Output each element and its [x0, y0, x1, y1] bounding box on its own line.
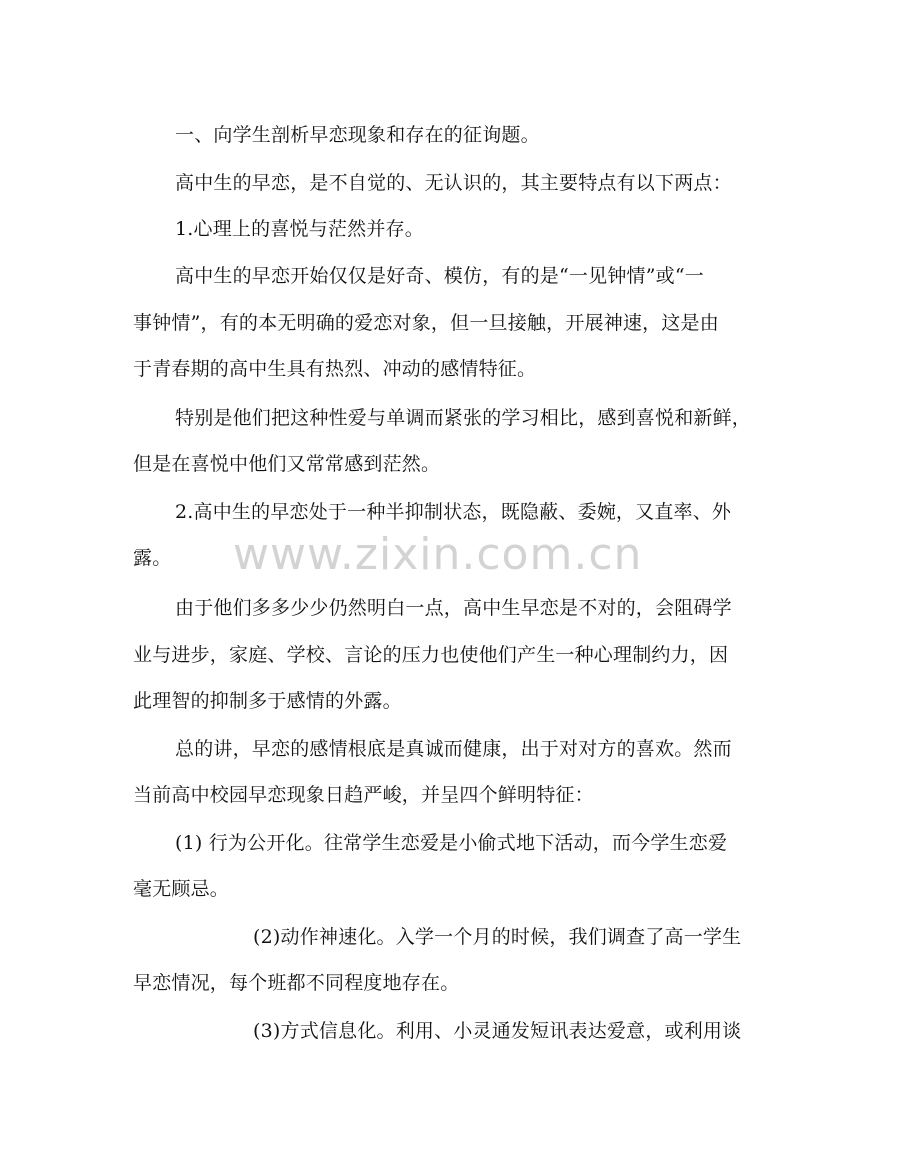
paragraph-line: 当前高中校园早恋现象日趋严峻，并呈四个鲜明特征： — [133, 784, 594, 806]
paragraph-line: 高中生的早恋开始仅仅是好奇、模仿，有的是“一见钟情”或“一 — [175, 265, 704, 287]
paragraph-line: 事钟情”，有的本无明确的爱恋对象，但一旦接触，开展神速，这是由 — [133, 312, 719, 334]
paragraph-line: 但是在喜悦中他们又常常感到茫然。 — [133, 453, 441, 475]
paragraph-line: 总的讲，早恋的感情根底是真诚而健康，出于对对方的喜欢。然而 — [175, 738, 732, 760]
paragraph-line: 此理智的抑制多于感情的外露。 — [133, 690, 402, 712]
paragraph-line: (2)动作神速化。入学一个月的时候，我们调查了高一学生 — [253, 926, 742, 948]
paragraph-line: (3)方式信息化。利用、小灵通发短讯表达爱意，或利用谈 — [253, 1020, 742, 1042]
paragraph-line: 早恋情况，每个班都不同程度地存在。 — [133, 972, 460, 994]
paragraph-line: 毫无顾忌。 — [133, 878, 230, 900]
paragraph-line: (1) 行为公开化。往常学生恋爱是小偷式地下活动，而今学生恋爱 — [175, 832, 728, 854]
paragraph-line: 1.心理上的喜悦与茫然并存。 — [175, 218, 424, 240]
paragraph-line: 高中生的早恋，是不自觉的、无认识的，其主要特点有以下两点： — [175, 172, 732, 194]
paragraph-line: 特别是他们把这种性爱与单调而紧张的学习相比，感到喜悦和新鲜， — [175, 407, 752, 429]
paragraph-line: 业与进步，家庭、学校、言论的压力也使他们产生一种心理制约力，因 — [133, 644, 729, 666]
watermark-text: www.zixin.com.cn — [233, 529, 643, 580]
paragraph-line: 2.高中生的早恋处于一种半抑制状态，既隐蔽、委婉，又直率、外 — [175, 501, 732, 523]
paragraph-line: 由于他们多多少少仍然明白一点，高中生早恋是不对的，会阻碍学 — [175, 597, 732, 619]
paragraph-line: 于青春期的高中生具有热烈、冲动的感情特征。 — [133, 358, 537, 380]
paragraph-line: 露。 — [133, 547, 172, 569]
paragraph-line: 一、向学生剖析早恋现象和存在的征询题。 — [175, 124, 540, 146]
